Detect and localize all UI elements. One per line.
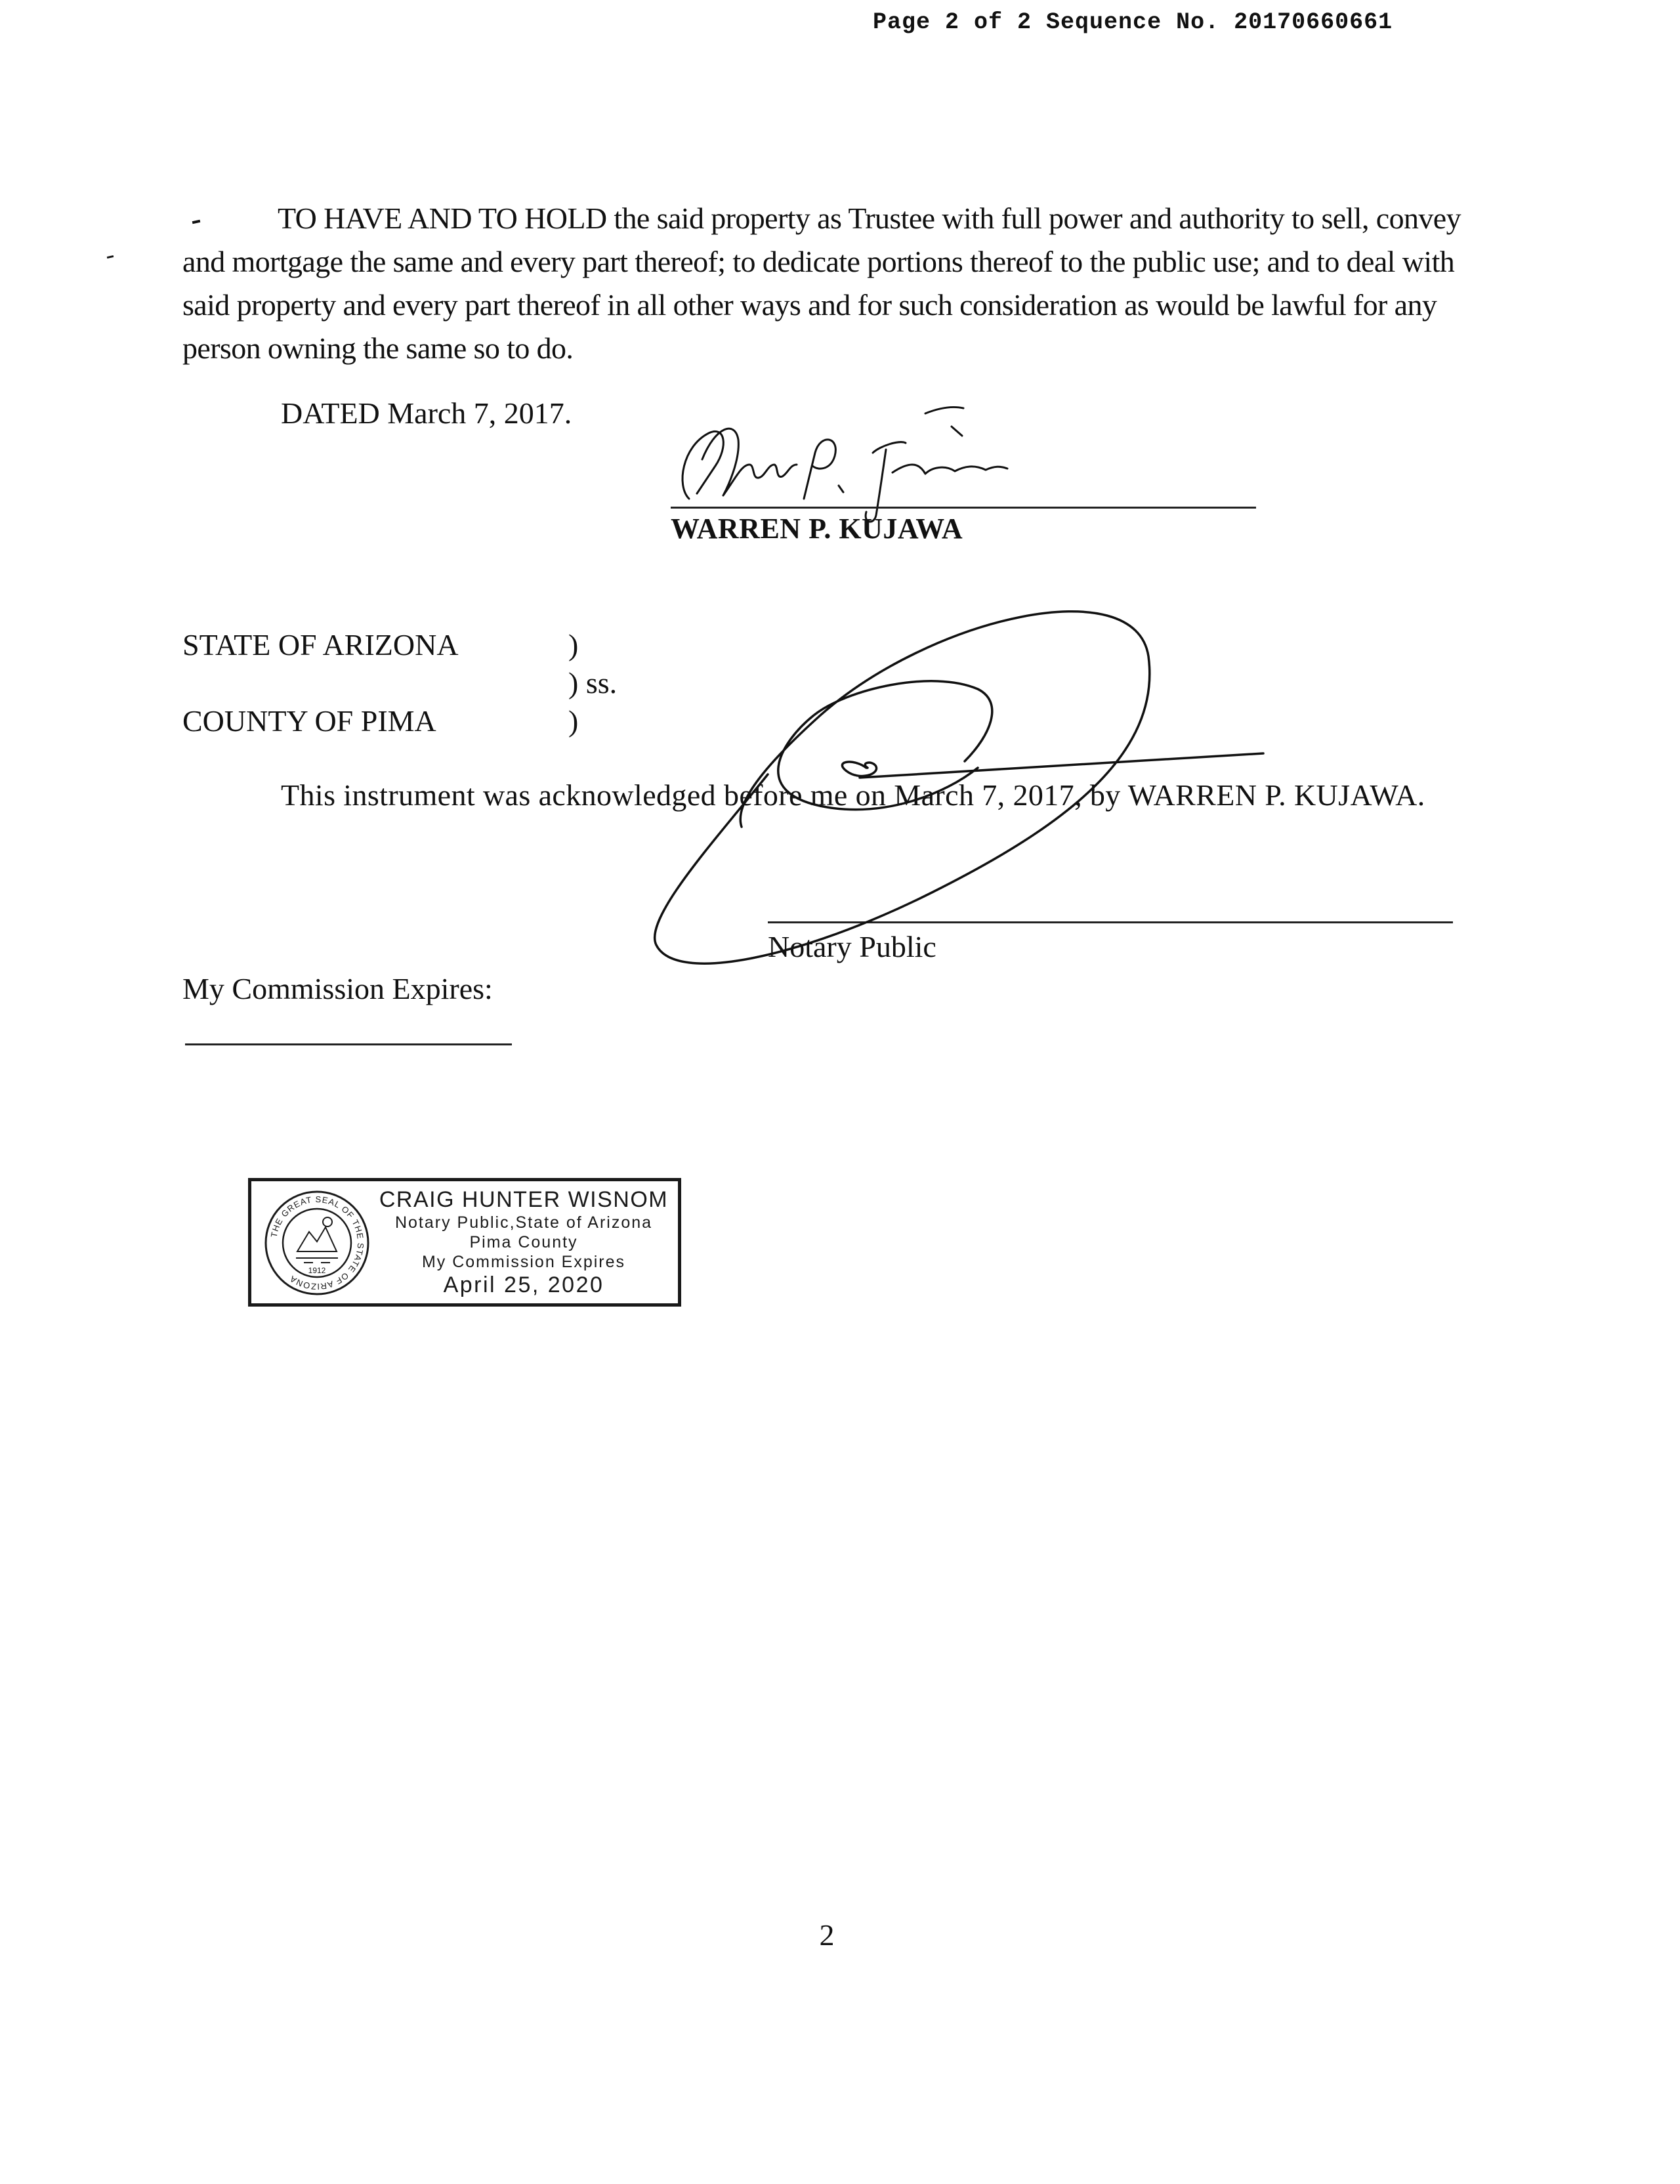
signature-stroke — [702, 429, 797, 495]
signature-stroke — [682, 431, 723, 499]
venue-paren-top: ) — [568, 628, 579, 662]
notary-signature-line — [768, 921, 1453, 923]
stamp-notary-name: CRAIG HUNTER WISNOM — [379, 1187, 669, 1212]
page-number: 2 — [819, 1918, 835, 1952]
stamp-line-commission: My Commission Expires — [421, 1253, 626, 1271]
commission-expires-line — [185, 1043, 512, 1045]
acknowledgment-paragraph — [182, 776, 1453, 815]
acknowledgment-text: This instrument was acknowledged before me on March 7, 2017, by WARREN P. KUJAWA. — [281, 778, 1425, 812]
stamp-expiry-date: April 25, 2020 — [443, 1272, 604, 1297]
stamp-line-county: Pima County — [469, 1233, 578, 1251]
habendum-text: the said property as Trustee with full power and authority to sell, convey and mortgage the same and every part thereof; to dedicate portions thereof to the public use; and to deal with said property and every part thereof in all other ways and for such consideration as would be lawful for any person owning the same so to do. — [182, 201, 1461, 365]
habendum-lead: TO HAVE AND TO HOLD — [278, 201, 607, 235]
signature-stroke — [866, 442, 906, 522]
state-seal-icon — [263, 1189, 371, 1297]
signature-stroke — [839, 486, 843, 492]
commission-expires-label: My Commission Expires: — [182, 972, 493, 1005]
venue-county: COUNTY OF PIMA — [182, 704, 436, 738]
seal-year: 1912 — [308, 1266, 326, 1275]
notary-public-label: Notary Public — [768, 930, 936, 963]
venue-state: STATE OF ARIZONA — [182, 628, 459, 662]
stamp-line-state: Notary Public,State of Arizona — [394, 1213, 653, 1232]
sequence-header: Page 2 of 2 Sequence No. 20170660661 — [873, 9, 1393, 35]
notary-stamp — [248, 1178, 681, 1307]
habendum-paragraph — [182, 197, 1469, 370]
scribble-tail — [860, 753, 1263, 778]
venue-paren-bottom: ) — [568, 704, 579, 738]
signature-stroke — [952, 427, 962, 436]
scribble-dot — [842, 762, 876, 776]
signature-stroke — [804, 440, 835, 499]
signature-stroke — [892, 465, 1007, 474]
signature-stroke — [925, 407, 963, 413]
signature-line — [671, 507, 1256, 509]
signer-name: WARREN P. KUJAWA — [671, 513, 963, 545]
venue-paren-ss: ) ss. — [568, 666, 618, 700]
dated-line: DATED March 7, 2017. — [281, 396, 572, 430]
seal-ring-text: THE GREAT SEAL OF THE STATE OF ARIZONA — [268, 1194, 366, 1292]
stamp-text-block — [369, 1186, 678, 1298]
stray-mark — [107, 255, 114, 259]
